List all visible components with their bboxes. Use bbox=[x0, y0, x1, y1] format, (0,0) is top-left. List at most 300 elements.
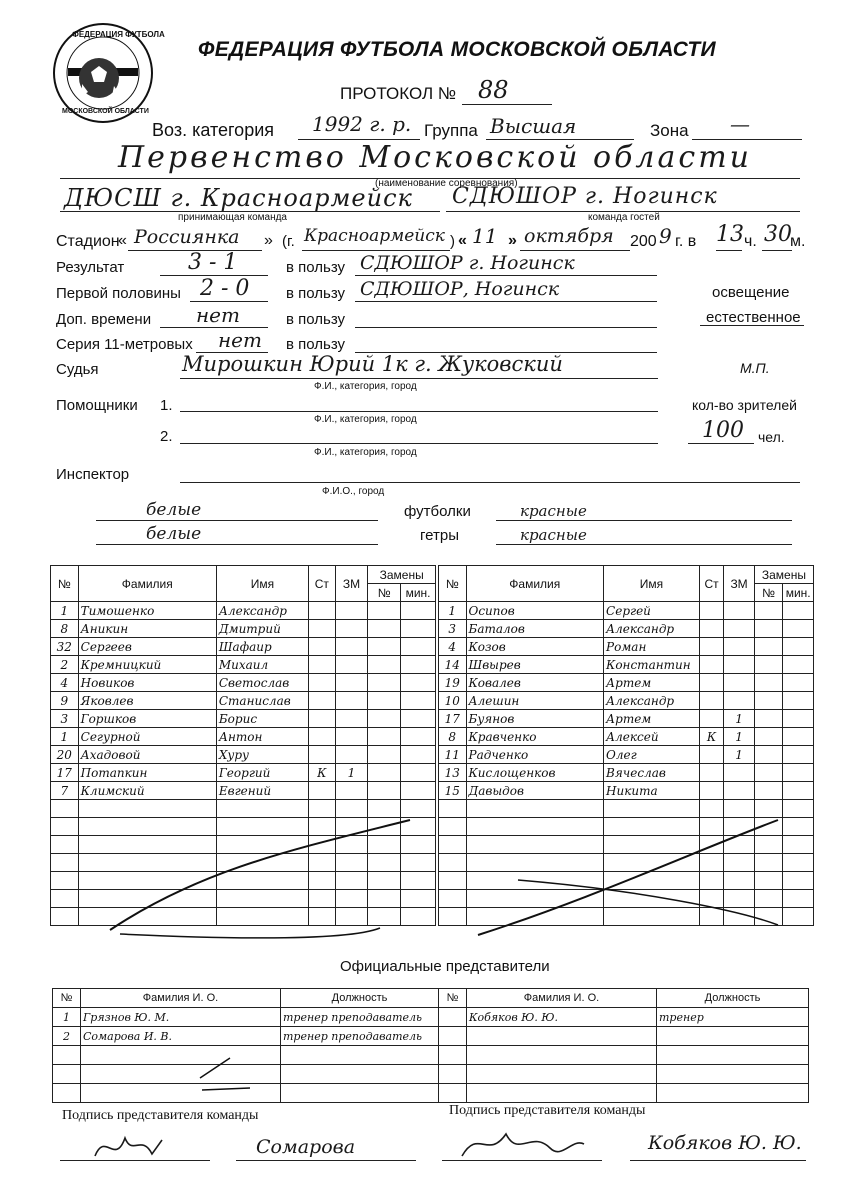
player-num: 20 bbox=[51, 746, 79, 764]
quote-close: » bbox=[264, 232, 273, 249]
player-num bbox=[51, 800, 79, 818]
player-captain bbox=[309, 818, 336, 836]
player-name: Станислав bbox=[216, 692, 308, 710]
competition-caption: (наименование соревнования) bbox=[375, 178, 518, 189]
player-captain bbox=[699, 836, 723, 854]
table-row bbox=[439, 890, 814, 908]
player-surname bbox=[466, 818, 604, 836]
player-captain bbox=[699, 638, 723, 656]
table-row bbox=[53, 1084, 439, 1103]
inspector-label: Инспектор bbox=[56, 466, 130, 483]
col-zm: ЗМ bbox=[335, 566, 368, 602]
city-open: (г. bbox=[282, 233, 295, 250]
player-surname: Ахадовой bbox=[78, 746, 216, 764]
player-name bbox=[604, 800, 700, 818]
player-surname: Козов bbox=[466, 638, 604, 656]
player-name: Шафаир bbox=[216, 638, 308, 656]
player-num bbox=[439, 800, 467, 818]
sub-min bbox=[783, 782, 814, 800]
table-row bbox=[51, 836, 436, 854]
player-zm bbox=[335, 656, 368, 674]
year-suffix: г. в bbox=[675, 233, 697, 250]
inspector-caption: Ф.И.О., город bbox=[322, 486, 385, 497]
player-captain bbox=[309, 674, 336, 692]
sub-min bbox=[401, 854, 436, 872]
rep-num: 1 bbox=[53, 1008, 81, 1027]
player-surname bbox=[466, 872, 604, 890]
quote-open: « bbox=[118, 232, 127, 249]
sub-min bbox=[401, 692, 436, 710]
player-name: Роман bbox=[604, 638, 700, 656]
player-name: Александр bbox=[604, 620, 700, 638]
sub-num bbox=[368, 764, 401, 782]
player-name: Никита bbox=[604, 782, 700, 800]
player-surname: Горшков bbox=[78, 710, 216, 728]
rep-fio bbox=[81, 1065, 281, 1084]
rep-fio bbox=[467, 1084, 657, 1103]
player-zm bbox=[335, 674, 368, 692]
player-captain bbox=[699, 908, 723, 926]
table-row bbox=[439, 692, 814, 710]
player-zm bbox=[724, 656, 755, 674]
player-captain bbox=[699, 602, 723, 620]
player-surname: Тимошенко bbox=[78, 602, 216, 620]
player-zm bbox=[724, 602, 755, 620]
table-row bbox=[51, 638, 436, 656]
player-captain bbox=[309, 656, 336, 674]
player-captain bbox=[309, 710, 336, 728]
document-title: ФЕДЕРАЦИЯ ФУТБОЛА МОСКОВСКОЙ ОБЛАСТИ bbox=[198, 38, 716, 61]
player-num: 32 bbox=[51, 638, 79, 656]
table-row bbox=[439, 818, 814, 836]
sub-num bbox=[368, 908, 401, 926]
player-name: Михаил bbox=[216, 656, 308, 674]
rep-fio: Грязнов Ю. М. bbox=[81, 1008, 281, 1027]
player-num: 4 bbox=[439, 638, 467, 656]
player-zm bbox=[724, 836, 755, 854]
player-surname bbox=[78, 890, 216, 908]
col-sub-min: мин. bbox=[401, 584, 436, 602]
player-surname: Сегурной bbox=[78, 728, 216, 746]
sub-min bbox=[401, 710, 436, 728]
col-position: Должность bbox=[657, 989, 809, 1008]
signature-label-away: Подпись представителя команды bbox=[449, 1103, 646, 1118]
sub-min bbox=[783, 728, 814, 746]
table-row bbox=[51, 890, 436, 908]
sub-min bbox=[401, 818, 436, 836]
rep-fio: Кобяков Ю. Ю. bbox=[467, 1008, 657, 1027]
player-surname bbox=[466, 854, 604, 872]
table-row bbox=[439, 656, 814, 674]
home-shirts-value: белые bbox=[146, 500, 202, 520]
extra-time-label: Доп. времени bbox=[56, 311, 152, 328]
rep-fio bbox=[467, 1065, 657, 1084]
table-row bbox=[439, 1027, 809, 1046]
half-favor-label: в пользу bbox=[286, 285, 346, 302]
rep-position bbox=[281, 1065, 439, 1084]
logo-text-top: ФЕДЕРАЦИЯ ФУТБОЛА bbox=[72, 30, 165, 39]
sub-min bbox=[783, 656, 814, 674]
sub-num bbox=[368, 800, 401, 818]
rep-num bbox=[439, 1084, 467, 1103]
spectators-label: кол-во зрителей bbox=[692, 397, 797, 413]
player-name: Георгий bbox=[216, 764, 308, 782]
player-num bbox=[439, 836, 467, 854]
player-captain bbox=[309, 800, 336, 818]
result-value: 3 - 1 bbox=[188, 250, 238, 275]
player-name: Светослав bbox=[216, 674, 308, 692]
player-name: Дмитрий bbox=[216, 620, 308, 638]
sub-min bbox=[783, 638, 814, 656]
player-name: Артем bbox=[604, 710, 700, 728]
player-name: Олег bbox=[604, 746, 700, 764]
player-captain: К bbox=[309, 764, 336, 782]
result-favor-label: в пользу bbox=[286, 259, 346, 276]
protocol-label: ПРОТОКОЛ № bbox=[340, 84, 457, 103]
sub-min bbox=[783, 746, 814, 764]
player-num: 9 bbox=[51, 692, 79, 710]
player-surname: Буянов bbox=[466, 710, 604, 728]
player-name bbox=[604, 872, 700, 890]
sub-num bbox=[368, 620, 401, 638]
player-num: 2 bbox=[51, 656, 79, 674]
rep-num bbox=[53, 1046, 81, 1065]
player-zm bbox=[335, 746, 368, 764]
player-num: 17 bbox=[51, 764, 79, 782]
col-num: № bbox=[53, 989, 81, 1008]
player-zm bbox=[724, 620, 755, 638]
away-signature-scribble bbox=[458, 1124, 588, 1164]
player-captain bbox=[699, 782, 723, 800]
sub-min bbox=[783, 854, 814, 872]
col-num: № bbox=[439, 566, 467, 602]
rep-fio bbox=[81, 1084, 281, 1103]
player-num: 1 bbox=[439, 602, 467, 620]
sub-num bbox=[754, 854, 783, 872]
player-name: Алексей bbox=[604, 728, 700, 746]
player-num: 17 bbox=[439, 710, 467, 728]
table-row bbox=[51, 872, 436, 890]
stadium-value: Россиянка bbox=[134, 226, 240, 248]
sub-num bbox=[368, 656, 401, 674]
away-signature-name: Кобяков Ю. Ю. bbox=[648, 1132, 802, 1154]
player-zm bbox=[335, 638, 368, 656]
table-row bbox=[439, 1084, 809, 1103]
signature-label-home: Подпись представителя команды bbox=[62, 1108, 259, 1123]
table-row bbox=[439, 836, 814, 854]
player-num bbox=[51, 818, 79, 836]
result-favor-value: СДЮШОР г. Ногинск bbox=[360, 252, 575, 274]
table-row bbox=[439, 602, 814, 620]
sub-min bbox=[401, 800, 436, 818]
zone-value: — bbox=[730, 112, 750, 136]
player-captain bbox=[699, 674, 723, 692]
sub-num bbox=[754, 638, 783, 656]
player-surname bbox=[78, 800, 216, 818]
rep-num bbox=[439, 1027, 467, 1046]
player-captain: К bbox=[699, 728, 723, 746]
player-num: 1 bbox=[51, 728, 79, 746]
rep-position bbox=[657, 1065, 809, 1084]
sub-min bbox=[401, 782, 436, 800]
player-surname bbox=[78, 836, 216, 854]
sub-num bbox=[368, 854, 401, 872]
player-zm bbox=[724, 782, 755, 800]
player-zm bbox=[724, 764, 755, 782]
sub-min bbox=[783, 674, 814, 692]
sub-num bbox=[754, 656, 783, 674]
player-num bbox=[51, 836, 79, 854]
table-row bbox=[439, 800, 814, 818]
player-captain bbox=[699, 692, 723, 710]
sub-num bbox=[754, 674, 783, 692]
col-num: № bbox=[51, 566, 79, 602]
table-row bbox=[439, 782, 814, 800]
sub-min bbox=[401, 908, 436, 926]
day-value: 11 bbox=[472, 224, 498, 248]
player-num bbox=[439, 854, 467, 872]
player-captain bbox=[699, 872, 723, 890]
col-surname: Фамилия bbox=[78, 566, 216, 602]
table-row bbox=[51, 602, 436, 620]
home-team-caption: принимающая команда bbox=[178, 212, 287, 223]
table-row bbox=[439, 872, 814, 890]
player-surname: Потапкин bbox=[78, 764, 216, 782]
player-captain bbox=[699, 710, 723, 728]
sub-num bbox=[754, 620, 783, 638]
player-name bbox=[216, 872, 308, 890]
city-close: ) bbox=[450, 233, 455, 250]
player-surname: Осипов bbox=[466, 602, 604, 620]
rep-num bbox=[439, 1008, 467, 1027]
table-row bbox=[51, 782, 436, 800]
rep-num bbox=[53, 1065, 81, 1084]
away-socks-value: красные bbox=[520, 526, 587, 544]
player-zm: 1 bbox=[724, 728, 755, 746]
table-row bbox=[51, 746, 436, 764]
sub-min bbox=[783, 908, 814, 926]
col-zm: ЗМ bbox=[724, 566, 755, 602]
player-zm bbox=[724, 890, 755, 908]
extra-favor-label: в пользу bbox=[286, 311, 346, 328]
player-num bbox=[439, 908, 467, 926]
player-name bbox=[604, 818, 700, 836]
sub-min bbox=[401, 620, 436, 638]
sub-num bbox=[368, 602, 401, 620]
sub-num bbox=[754, 782, 783, 800]
sub-num bbox=[754, 602, 783, 620]
player-name: Сергей bbox=[604, 602, 700, 620]
minute-value: 30 bbox=[764, 222, 792, 247]
player-captain bbox=[309, 872, 336, 890]
player-num bbox=[439, 818, 467, 836]
col-position: Должность bbox=[281, 989, 439, 1008]
table-row bbox=[51, 692, 436, 710]
sub-min bbox=[783, 620, 814, 638]
sub-min bbox=[401, 746, 436, 764]
player-surname bbox=[78, 854, 216, 872]
player-captain bbox=[309, 746, 336, 764]
player-surname: Аникин bbox=[78, 620, 216, 638]
player-captain bbox=[699, 746, 723, 764]
extra-time-value: нет bbox=[196, 303, 240, 327]
player-name bbox=[604, 908, 700, 926]
sub-num bbox=[368, 890, 401, 908]
rep-num: 2 bbox=[53, 1027, 81, 1046]
table-row bbox=[51, 620, 436, 638]
player-captain bbox=[309, 854, 336, 872]
table-row bbox=[51, 818, 436, 836]
mp-label: М.П. bbox=[740, 360, 770, 376]
player-num bbox=[51, 890, 79, 908]
sub-min bbox=[401, 674, 436, 692]
table-row bbox=[51, 800, 436, 818]
table-row bbox=[439, 1065, 809, 1084]
player-captain bbox=[309, 638, 336, 656]
rep-num bbox=[53, 1084, 81, 1103]
sub-min bbox=[783, 800, 814, 818]
player-captain bbox=[309, 836, 336, 854]
table-row bbox=[439, 638, 814, 656]
player-num: 8 bbox=[51, 620, 79, 638]
player-zm: 1 bbox=[335, 764, 368, 782]
table-row bbox=[439, 674, 814, 692]
away-shirts-value: красные bbox=[520, 502, 587, 520]
sub-num bbox=[754, 890, 783, 908]
player-surname: Новиков bbox=[78, 674, 216, 692]
minute-suffix: м. bbox=[790, 233, 806, 250]
sub-min bbox=[783, 764, 814, 782]
assistant-1-caption: Ф.И., категория, город bbox=[314, 414, 417, 425]
player-surname: Давыдов bbox=[466, 782, 604, 800]
player-surname bbox=[78, 872, 216, 890]
player-surname: Яковлев bbox=[78, 692, 216, 710]
stadium-label: Стадион bbox=[56, 233, 120, 250]
sub-num bbox=[754, 728, 783, 746]
player-num bbox=[439, 890, 467, 908]
sub-min bbox=[401, 638, 436, 656]
sub-min bbox=[401, 656, 436, 674]
player-surname: Сергеев bbox=[78, 638, 216, 656]
table-row bbox=[439, 1046, 809, 1065]
player-num: 13 bbox=[439, 764, 467, 782]
rep-fio bbox=[81, 1046, 281, 1065]
sub-min bbox=[783, 836, 814, 854]
player-zm bbox=[724, 800, 755, 818]
table-row bbox=[51, 674, 436, 692]
zone-label: Зона bbox=[650, 121, 689, 140]
player-name bbox=[216, 908, 308, 926]
player-captain bbox=[309, 890, 336, 908]
table-row bbox=[439, 728, 814, 746]
player-zm: 1 bbox=[724, 710, 755, 728]
player-zm bbox=[335, 710, 368, 728]
sub-num bbox=[754, 908, 783, 926]
rep-position bbox=[281, 1046, 439, 1065]
rep-position: тренер преподаватель bbox=[281, 1027, 439, 1046]
player-num: 14 bbox=[439, 656, 467, 674]
table-row bbox=[53, 1027, 439, 1046]
table-row bbox=[53, 1008, 439, 1027]
player-captain bbox=[699, 818, 723, 836]
player-surname: Радченко bbox=[466, 746, 604, 764]
player-surname bbox=[466, 836, 604, 854]
shirts-label: футболки bbox=[404, 503, 471, 520]
col-fio: Фамилия И. О. bbox=[467, 989, 657, 1008]
player-zm bbox=[724, 908, 755, 926]
player-surname: Баталов bbox=[466, 620, 604, 638]
assistant-1-num: 1. bbox=[160, 397, 173, 414]
spectators-unit: чел. bbox=[758, 429, 785, 445]
player-name bbox=[216, 818, 308, 836]
player-num: 7 bbox=[51, 782, 79, 800]
player-zm bbox=[724, 854, 755, 872]
rep-position: тренер преподаватель bbox=[281, 1008, 439, 1027]
lighting-label: освещение bbox=[712, 284, 790, 301]
sub-num bbox=[368, 674, 401, 692]
col-surname: Фамилия bbox=[466, 566, 604, 602]
player-captain bbox=[699, 854, 723, 872]
player-name bbox=[216, 890, 308, 908]
player-surname: Ковалев bbox=[466, 674, 604, 692]
table-row bbox=[51, 764, 436, 782]
half-favor-value: СДЮШОР, Ногинск bbox=[360, 278, 560, 300]
sub-num bbox=[754, 692, 783, 710]
player-surname: Кремницкий bbox=[78, 656, 216, 674]
player-num: 3 bbox=[51, 710, 79, 728]
home-signature-name: Сомарова bbox=[256, 1136, 356, 1158]
penalty-label: Серия 11-метровых bbox=[56, 336, 193, 353]
player-zm bbox=[724, 818, 755, 836]
sub-min bbox=[401, 836, 436, 854]
table-row bbox=[51, 908, 436, 926]
sub-num bbox=[754, 800, 783, 818]
player-name: Евгений bbox=[216, 782, 308, 800]
player-surname bbox=[466, 908, 604, 926]
assistants-label: Помощники bbox=[56, 397, 138, 414]
player-surname: Швырев bbox=[466, 656, 604, 674]
col-subs: Замены bbox=[754, 566, 813, 584]
player-name bbox=[604, 890, 700, 908]
group-label: Группа bbox=[424, 121, 478, 140]
sub-min bbox=[783, 602, 814, 620]
away-team-name: СДЮШОР г. Ногинск bbox=[452, 184, 718, 209]
sub-min bbox=[783, 890, 814, 908]
sub-num bbox=[754, 746, 783, 764]
player-captain bbox=[309, 620, 336, 638]
player-zm bbox=[724, 638, 755, 656]
federation-logo bbox=[52, 22, 165, 124]
player-zm bbox=[335, 890, 368, 908]
spectators-value: 100 bbox=[702, 418, 744, 443]
sub-min bbox=[401, 890, 436, 908]
home-roster-table bbox=[50, 565, 436, 926]
player-zm bbox=[335, 872, 368, 890]
player-zm bbox=[335, 836, 368, 854]
player-captain bbox=[309, 782, 336, 800]
player-zm bbox=[335, 602, 368, 620]
sub-num bbox=[368, 710, 401, 728]
player-zm bbox=[724, 872, 755, 890]
sub-min bbox=[401, 764, 436, 782]
sub-num bbox=[368, 728, 401, 746]
player-num bbox=[51, 854, 79, 872]
sub-min bbox=[401, 728, 436, 746]
col-sub-num: № bbox=[368, 584, 401, 602]
player-captain bbox=[699, 656, 723, 674]
sub-min bbox=[401, 872, 436, 890]
hour-value: 13 bbox=[716, 222, 744, 247]
